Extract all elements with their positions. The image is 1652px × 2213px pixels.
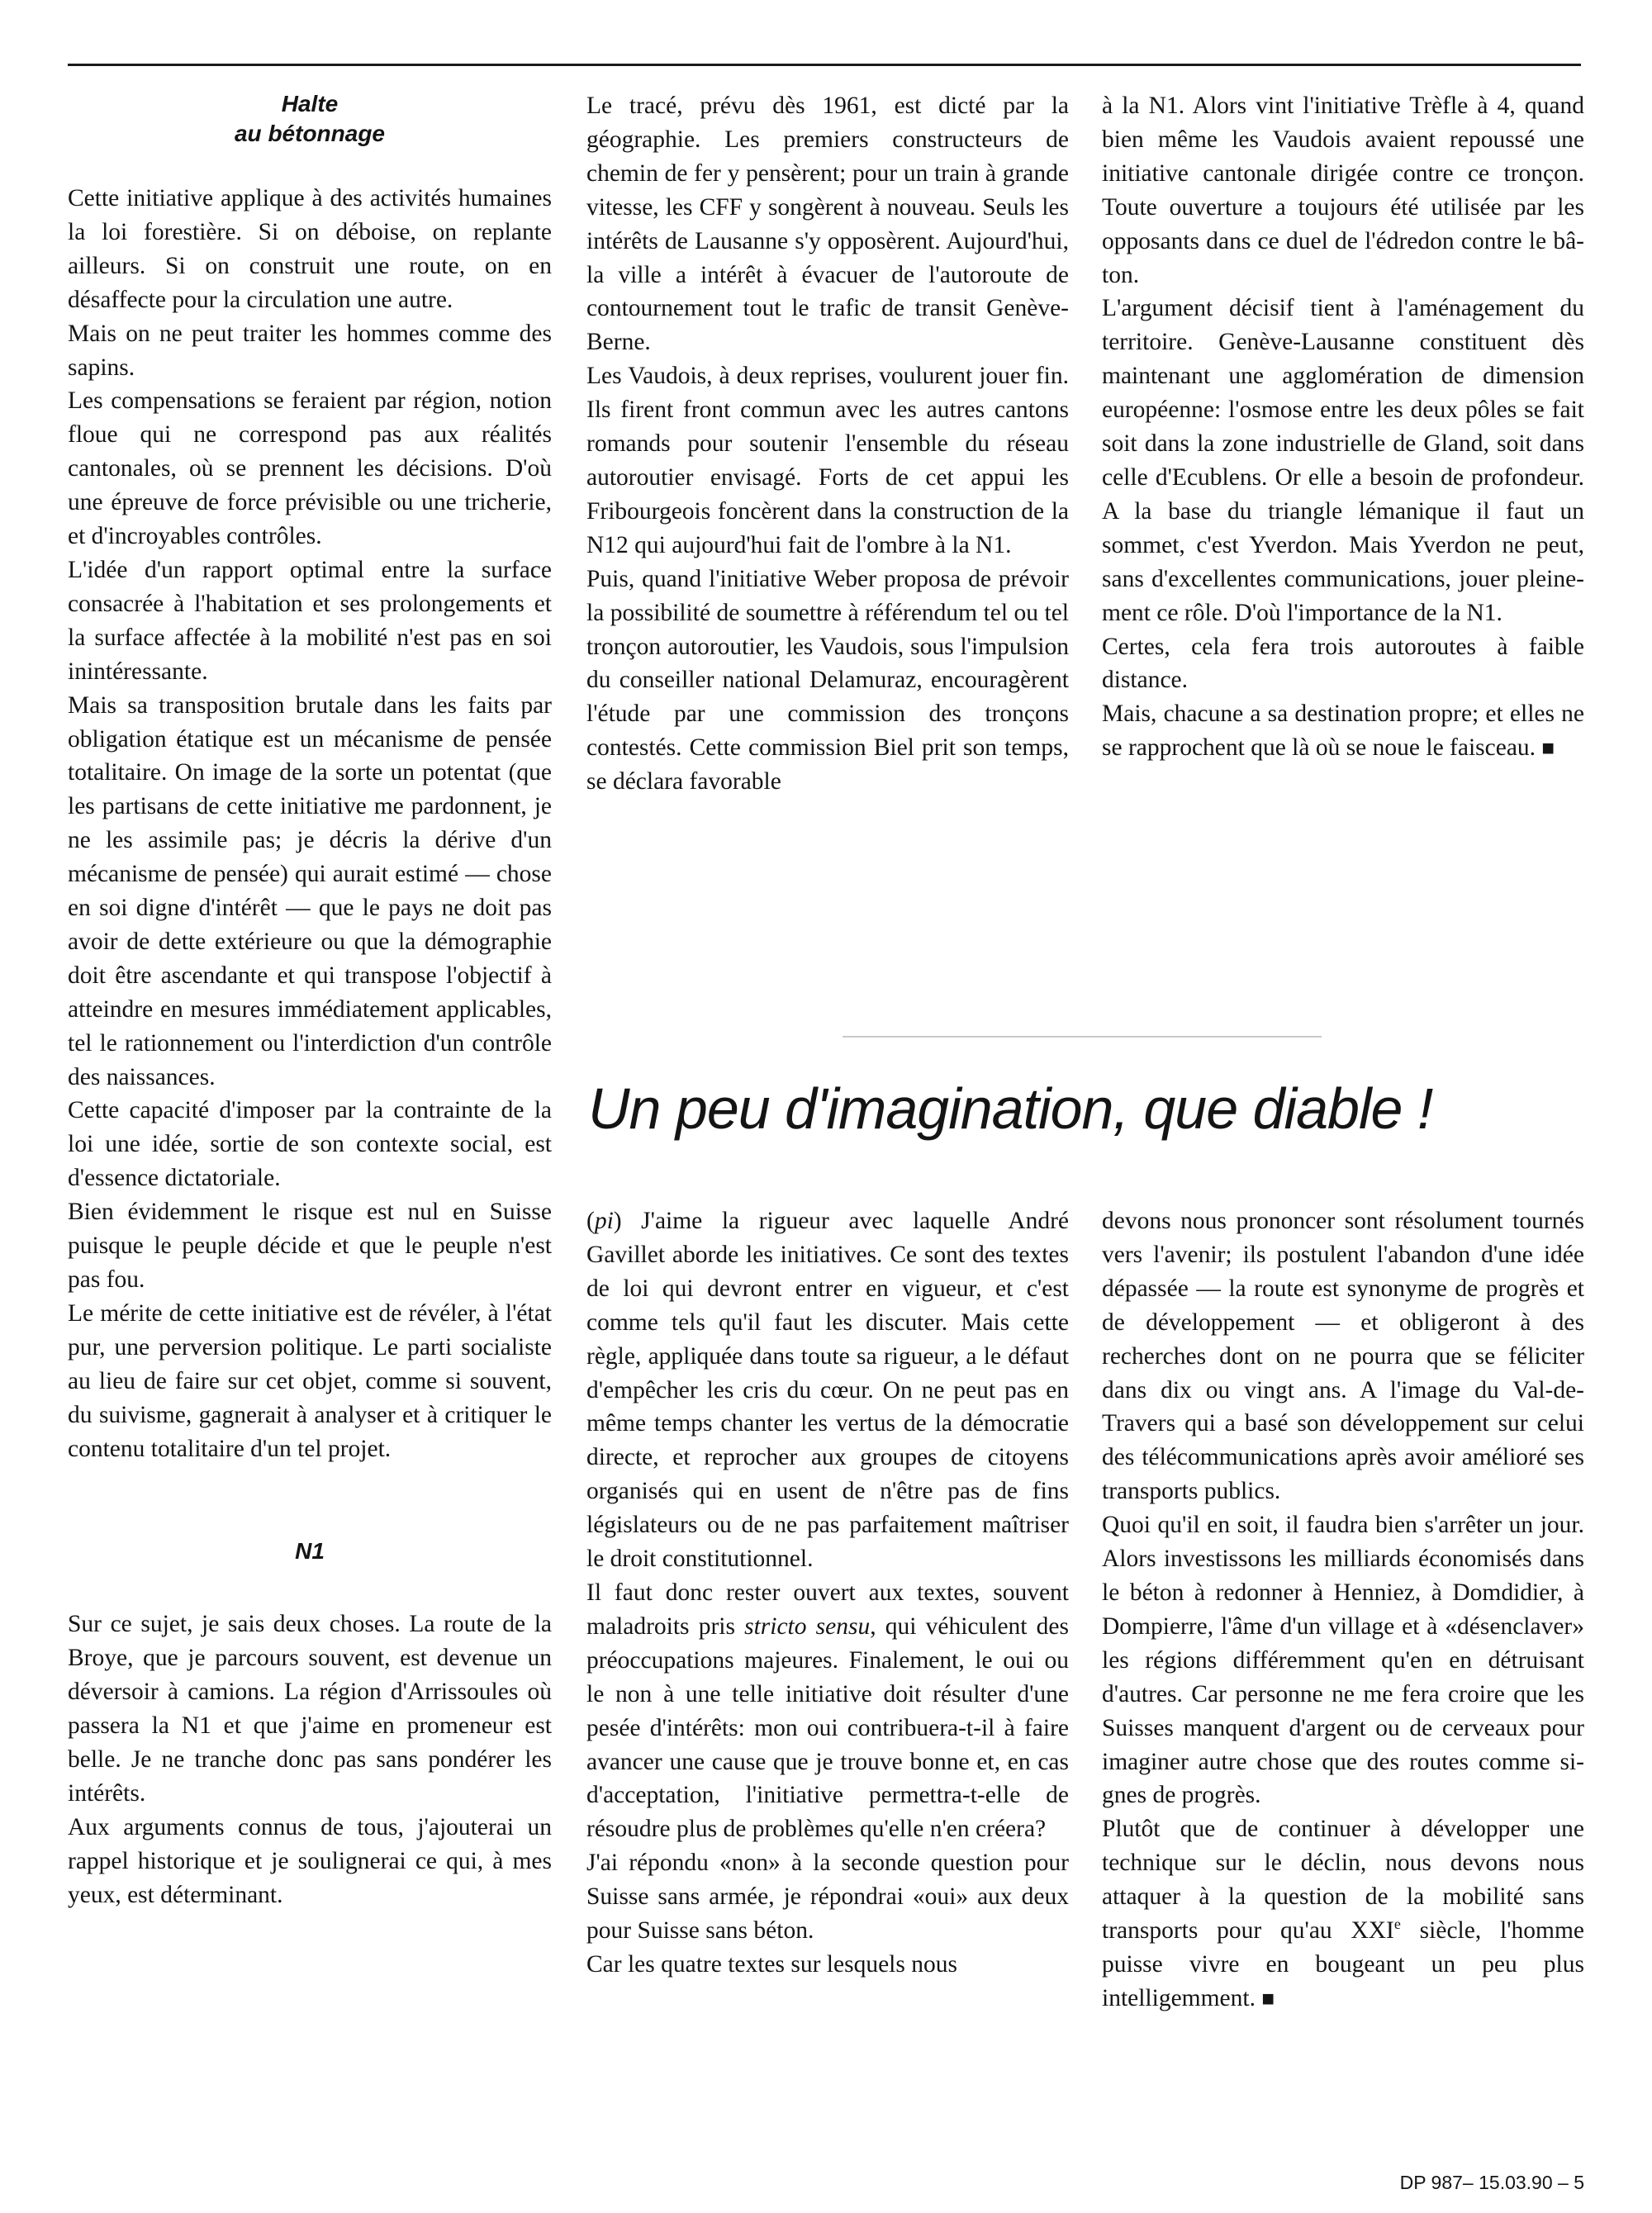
page-footer: DP 987– 15.03.90 – 5 [1399,2172,1584,2193]
paragraph: Quoi qu'il en soit, il faudra bien s'arrêter un jour. Alors investissons les milliards économisés dans le béton à redonner à Henniez, à Domdidier, à Dompierre, l'âme d'un village et à «désenclaver» les régions différemment qu'en en détruisant d'autres. Car personne ne me fera croire que les Suisses manquent d'argent ou de cerveaux pour imaginer autre chose que des routes comme signes de progrès. [1102,1512,1584,1809]
paragraph: Plutôt que de continuer à développer une technique sur le déclin, nous devons nous attaquer à la question de la mobilité sans transports pour qu'au XXIe siècle, l'homme puisse vivre en bougeant un peu plus intelligemment. ■ [1102,1816,1584,2011]
paragraph: L'argument décisif tient à l'aménagement du territoire. Genève-Lausanne constituent dès maintenant une agglomération de dimension européenne: l'osmose entre les deux pôles se fait soit dans la zone industrielle de Gland, soit dans celle d'Ecublens. Or elle a besoin de profondeur. A la base du triangle lémanique il faut un sommet, c'est Yverdon. Mais Yverdon ne peut, sans d'excellentes communications, jouer pleinement ce rôle. D'où l'importance de la N1. [1102,295,1584,626]
column-2 [586,89,1069,799]
subhead-halte: Halte au bétonnage [234,91,385,146]
paragraph: Bien évidemment le risque est nul en Suisse puisque le peuple décide et que le peuple n'est pas fou. [68,1199,552,1293]
paragraph: Cette initiative applique à des activités humaines la loi forestière. Si on déboise, on replante ailleurs. Si on construit une route, on en désaffecte pour la circulation une autre. [68,185,552,313]
paragraph: à la N1. Alors vint l'initiative Trèfle à 4, quand bien même les Vaudois avaient repoussé une initiative cantonale dirigée contre ce tronçon. Toute ouverture a toujours été utilisée par les opposants dans ce duel de l'édredon contre le bâton. [1102,93,1584,288]
paragraph: L'idée d'un rapport optimal entre la surface consacrée à l'habitation et ses prolongements et la surface affectée à la mobilité n'est pas en soi inintéressante. [68,556,552,685]
article-headline: Un peu d'imagination, que diable ! [588,1076,1433,1141]
subhead-n1: N1 [295,1538,325,1565]
paragraph: Puis, quand l'initiative Weber proposa de prévoir la possibilité de soumettre à référendum tel ou tel tronçon autoroutier, les Vaudois, sous l'impulsion du conseiller national Delamuraz, encouragèrent l'étude par une commission des tronçons contestés. Cette commission Biel prit son temps, se déclara favorable [586,565,1069,795]
column-1 [68,89,552,1912]
paragraph: Les compensations se feraient par région, notion floue qui ne correspond pas aux réalités cantonales, où se prennent les décisions. D'où une épreuve de force prévisible ou une tricherie, et d'incroyables contrôles. [68,387,552,550]
paragraph: Car les quatre textes sur lesquels nous [586,1950,957,1978]
paragraph: Mais on ne peut traiter les hommes comme des sapins. [68,320,552,381]
paragraph: J'ai répondu «non» à la seconde question pour Suisse sans armée, je répondrai «oui» aux deux pour Suisse sans béton. [586,1850,1069,1945]
end-mark: ■ [1541,736,1555,761]
paragraph: Les Vaudois, à deux reprises, voulurent jouer fin. Ils firent front commun avec les autres cantons romands pour soutenir l'ensemble du réseau autoroutier envisagé. Forts de cet appui les Fribourgeois foncèrent dans la construction de la N12 qui aujourd'hui fait de l'ombre à la N1. [586,363,1069,558]
paragraph: Mais sa transposition brutale dans les faits par obligation étatique est un mécanisme de pensée totalitaire. On image de la sorte un potentat (que les partisans de cette initiative me pardonnent, je ne les assimile pas; je décris la dérive d'un mécanisme de pensée) qui aurait estimé — chose en soi digne d'intérêt — que le pays ne doit pas avoir de dette extérieure ou que la démographie doit être ascendante et qui transpose l'objectif à atteindre en mesures immédiatement applicables, tel le rationnement ou l'interdiction d'un contrôle des naissances. [68,691,552,1090]
section-separator [843,1036,1322,1038]
paragraph: Mais, chacune a sa destination propre; et elles ne se rapprochent que là où se noue le faisceau. ■ [1102,700,1584,762]
article2-column-1 [586,1204,1069,1982]
paragraph: devons nous prononcer sont résolument tournés vers l'avenir; ils postulent l'abandon d'une idée dépassée — la route est synonyme de progrès et de développement — et obligeront à des recherches dont on ne pourra que se féliciter dans dix ou vingt ans. A l'image du Val-de-Travers qui a basé son développement sur celui des télécommunications après avoir amélioré ses transports publics. [1102,1208,1584,1505]
paragraph: Le tracé, prévu dès 1961, est dicté par la géographie. Les premiers constructeurs de chemin de fer y pensèrent; pour un train à grande vitesse, les CFF y songèrent à nouveau. Seuls les intérêts de Lausanne s'y opposèrent. Aujourd'hui, la ville a intérêt à évacuer de l'autoroute de contournement tout le trafic de transit Genève-Berne. [586,93,1069,356]
end-mark: ■ [1261,1986,1275,2011]
top-rule [68,64,1581,66]
paragraph: Certes, cela fera trois autoroutes à faible distance. [1102,633,1584,694]
column-3 [1102,89,1584,766]
paragraph: Le mérite de cette initiative est de révéler, à l'état pur, une perversion politique. Le parti socialiste au lieu de faire sur cet objet, comme si souvent, du suivisme, gagnerait à analyser et à critiquer le contenu totalitaire d'un tel projet. [68,1299,552,1462]
paragraph: (pi) J'aime la rigueur avec laquelle André Gavillet aborde les initiatives. Ce sont des textes de loi qui devront entrer en vigueur, et c'est comme tels qu'il faut les discuter. Mais cette règle, appliquée dans toute sa rigueur, a le défaut d'empêcher les cris du cœur. On ne peut pas en même temps chanter les vertus de la démocratie directe, et reprocher aux groupes de citoyens organisés qui en usent de n'être pas de fins législateurs ou de ne pas parfaitement maîtriser le droit constitutionnel. [586,1208,1069,1573]
article2-column-2 [1102,1204,1584,2016]
paragraph: Il faut donc rester ouvert aux textes, souvent maladroits pris stricto sensu, qui véhiculent des préoccupations majeures. Finalement, le oui ou le non à une telle initiative doit résulter d'une pesée d'intérêts: mon oui contribuera-t-il à faire avancer une cause que je trouve bonne et, en cas d'acceptation, l'initiative permettra-t-elle de résoudre plus de problèmes qu'elle n'en créera? [586,1579,1069,1843]
paragraph: Aux arguments connus de tous, j'ajouterai un rappel historique et je soulignerai ce qui, à mes yeux, est déterminant. [68,1813,552,1908]
author-initials: pi [594,1208,614,1234]
paragraph: Sur ce sujet, je sais deux choses. La route de la Broye, que je parcours souvent, est devenue un déversoir à camions. La région d'Arrissoules où passera la N1 et que j'aime en promeneur est belle. Je ne tranche donc pas sans pondérer les intérêts. [68,1611,552,1807]
paragraph: Cette capacité d'imposer par la contrainte de la loi une idée, sortie de son contexte social, est d'essence dictatoriale. [68,1097,552,1192]
